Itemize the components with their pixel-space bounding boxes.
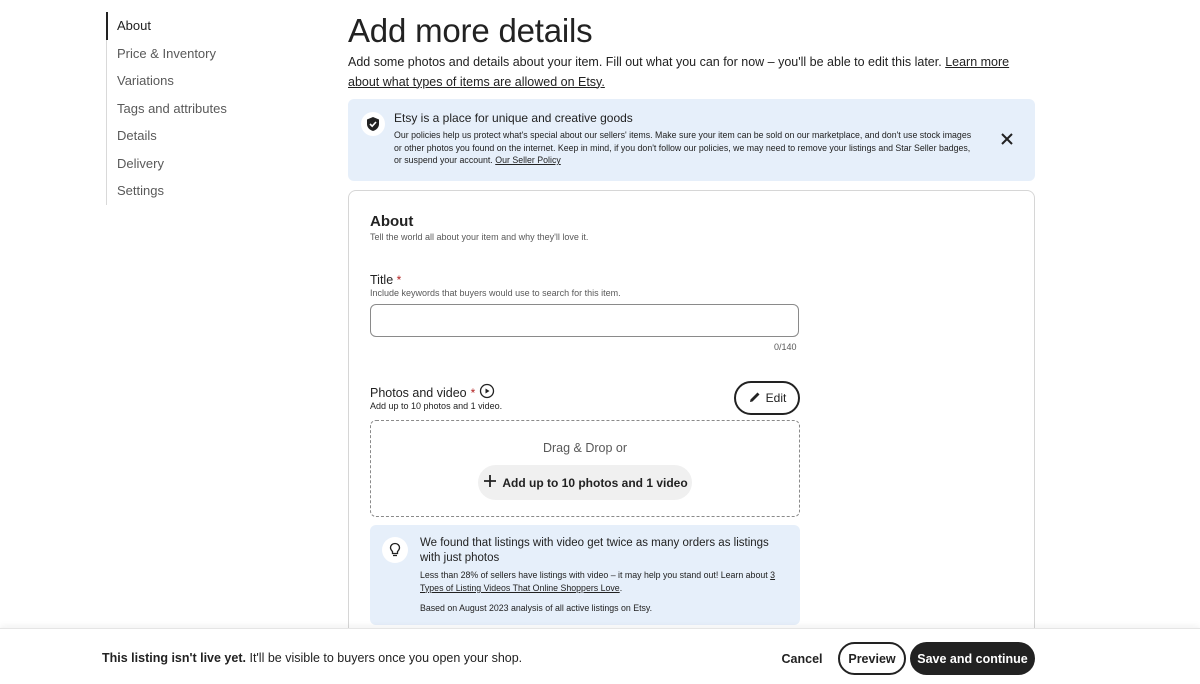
video-types-link[interactable]: 3 Types of Listing Videos That Online Shoppers Love: [420, 570, 776, 593]
required-mark: *: [470, 385, 476, 400]
tip-title: We found that listings with video get twice as many orders as listings with just photos: [420, 537, 769, 564]
section-subtitle: Tell the world all about your item and why they'll love it.: [370, 232, 589, 242]
tip-body: [420, 569, 792, 594]
save-and-continue-button[interactable]: Save and continue: [910, 642, 1035, 675]
bottom-action-bar: [0, 628, 1200, 684]
photo-dropzone[interactable]: [370, 420, 800, 517]
preview-button[interactable]: Preview: [838, 642, 906, 675]
checkmark-shield-icon: [361, 112, 385, 136]
listing-status-bold: This listing isn't live yet.: [102, 651, 246, 665]
drop-text: Drag & Drop or: [542, 441, 628, 455]
sidebar-item-settings[interactable]: Settings: [117, 183, 164, 198]
tip-period: .: [619, 582, 623, 593]
learn-more-link[interactable]: Learn more about what types of items are allowed on Etsy.: [348, 55, 1010, 89]
sidebar-item-variations[interactable]: Variations: [117, 73, 174, 88]
listing-status-message: [102, 651, 522, 665]
edit-label: Edit: [765, 391, 787, 405]
sidebar-item-details[interactable]: Details: [117, 128, 157, 143]
tip-text: Less than 28% of sellers have listings with video – it may help you stand out! Learn about: [420, 570, 768, 580]
photos-label-text: Photos and video: [370, 385, 467, 400]
about-card: [348, 190, 1035, 670]
photos-help: Add up to 10 photos and 1 video.: [370, 401, 503, 411]
video-info-icon[interactable]: [479, 383, 495, 402]
sidebar-item-tags-attributes[interactable]: Tags and attributes: [117, 100, 227, 116]
photos-label: [370, 383, 495, 402]
banner-title: Etsy is a place for unique and creative goods: [394, 111, 633, 125]
close-icon[interactable]: [997, 129, 1017, 149]
title-help: Include keywords that buyers would use to search for this item.: [370, 288, 621, 298]
tip-source: Based on August 2023 analysis of all active listings on Etsy.: [420, 603, 653, 613]
banner-body: [394, 129, 979, 167]
sidebar-item-delivery[interactable]: Delivery: [117, 155, 164, 171]
edit-photos-button[interactable]: [734, 381, 800, 415]
add-photos-button[interactable]: [478, 465, 692, 500]
sidebar-nav: [106, 12, 306, 205]
seller-policy-link[interactable]: Our Seller Policy: [495, 155, 561, 166]
page-title: Add more details: [348, 12, 593, 49]
title-input[interactable]: [370, 304, 799, 337]
title-label-text: Title: [370, 273, 394, 287]
cancel-button[interactable]: Cancel: [781, 651, 823, 666]
sidebar-item-about[interactable]: About: [106, 12, 306, 40]
intro-description: Add some photos and details about your item. Fill out what you can for now – you'll be able to edit this later.: [348, 55, 942, 69]
sidebar-item-price-inventory[interactable]: Price & Inventory: [117, 45, 216, 61]
section-title: About: [370, 213, 414, 230]
pencil-icon: [748, 390, 762, 407]
video-tip-banner: [370, 525, 800, 625]
intro-text: [348, 53, 1018, 92]
lightbulb-icon: [382, 537, 408, 563]
policy-banner: [348, 99, 1035, 181]
add-media-icon: [482, 473, 498, 492]
listing-status-text: It'll be visible to buyers once you open your shop.: [249, 651, 523, 665]
char-count: 0/140: [774, 342, 797, 352]
banner-text: Our policies help us protect what's special about our sellers' items. Make sure your item can be sold on our marketplace, and don't use stock images or other photos you found on the internet. Keep in mind, if you don't follow our policies, we may need to remove your listings and Star Seller badges, or suspend your account.: [394, 130, 972, 166]
required-mark: *: [396, 273, 402, 287]
title-label: [370, 273, 401, 287]
add-photos-label: Add up to 10 photos and 1 video: [502, 475, 688, 490]
